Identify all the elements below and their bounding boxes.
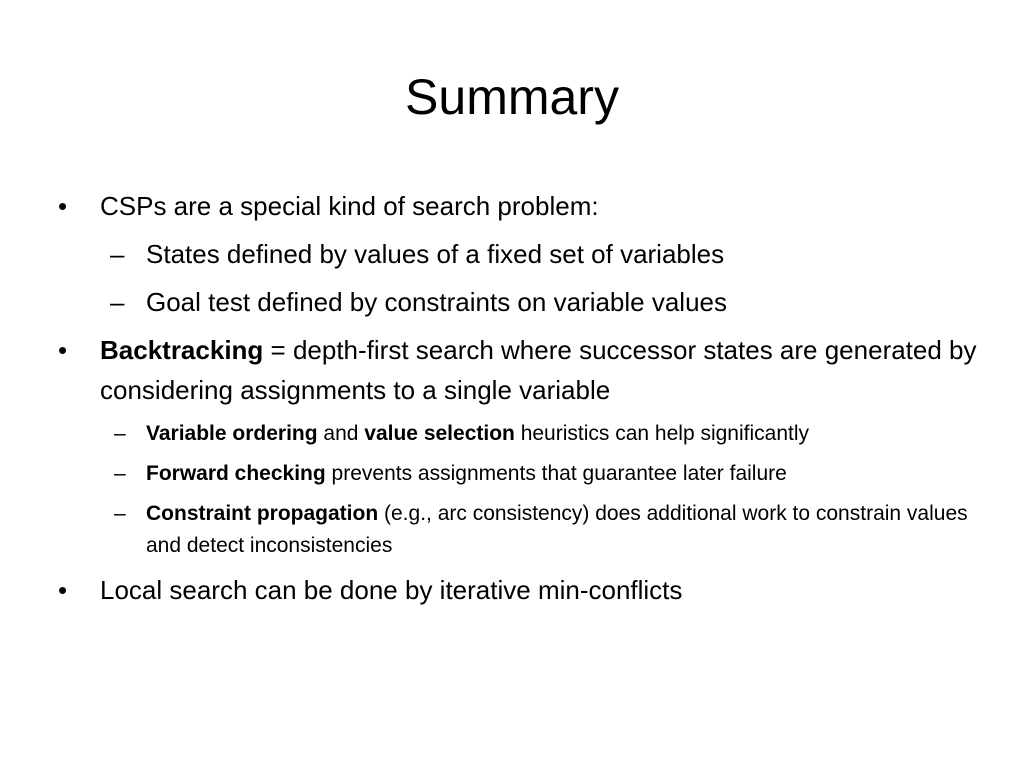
sub-bullet-text: States defined by values of a fixed set of variables xyxy=(146,239,725,269)
dash-icon: – xyxy=(114,422,126,445)
bold-term: Backtracking xyxy=(100,335,264,365)
dash-icon: – xyxy=(114,462,126,485)
bullet-dot-icon: • xyxy=(58,335,68,365)
sub-bullet-forward-checking xyxy=(58,458,978,490)
sub-bullet-states xyxy=(58,234,978,274)
sub-bullet-variable-ordering xyxy=(58,418,978,450)
bullet-dot-icon: • xyxy=(58,575,68,605)
bullet-text: = depth-first search where successor states are generated by considering assignments to a single variable xyxy=(100,335,977,405)
bullet-text: CSPs are a special kind of search problem: xyxy=(100,191,599,221)
bullet-backtracking xyxy=(58,330,978,410)
sub-bullet-text: Goal test defined by constraints on variable values xyxy=(146,287,728,317)
dash-icon: – xyxy=(110,287,125,317)
sub-bullet-goal-test xyxy=(58,282,978,322)
bold-term: value selection xyxy=(364,422,515,445)
sub-bullet-text: heuristics can help significantly xyxy=(514,422,810,445)
bullet-text: Local search can be done by iterative min-conflicts xyxy=(100,575,683,605)
slide-body xyxy=(58,186,978,618)
bullet-dot-icon: • xyxy=(58,191,68,221)
slide-title: Summary xyxy=(405,69,619,125)
bullet-local-search xyxy=(58,570,978,610)
bullet-csps xyxy=(58,186,978,226)
bold-term: Forward checking xyxy=(146,462,326,485)
sub-bullet-text: prevents assignments that guarantee later failure xyxy=(325,462,787,485)
sub-bullet-text: (e.g., arc consistency) does additional work to constrain values and detect inconsistencies xyxy=(146,502,968,557)
dash-icon: – xyxy=(110,239,125,269)
bold-term: Variable ordering xyxy=(146,422,318,445)
bold-term: Constraint propagation xyxy=(146,502,379,525)
connector-text: and xyxy=(317,422,365,445)
sub-bullet-constraint-propagation xyxy=(58,498,978,562)
dash-icon: – xyxy=(114,502,126,525)
